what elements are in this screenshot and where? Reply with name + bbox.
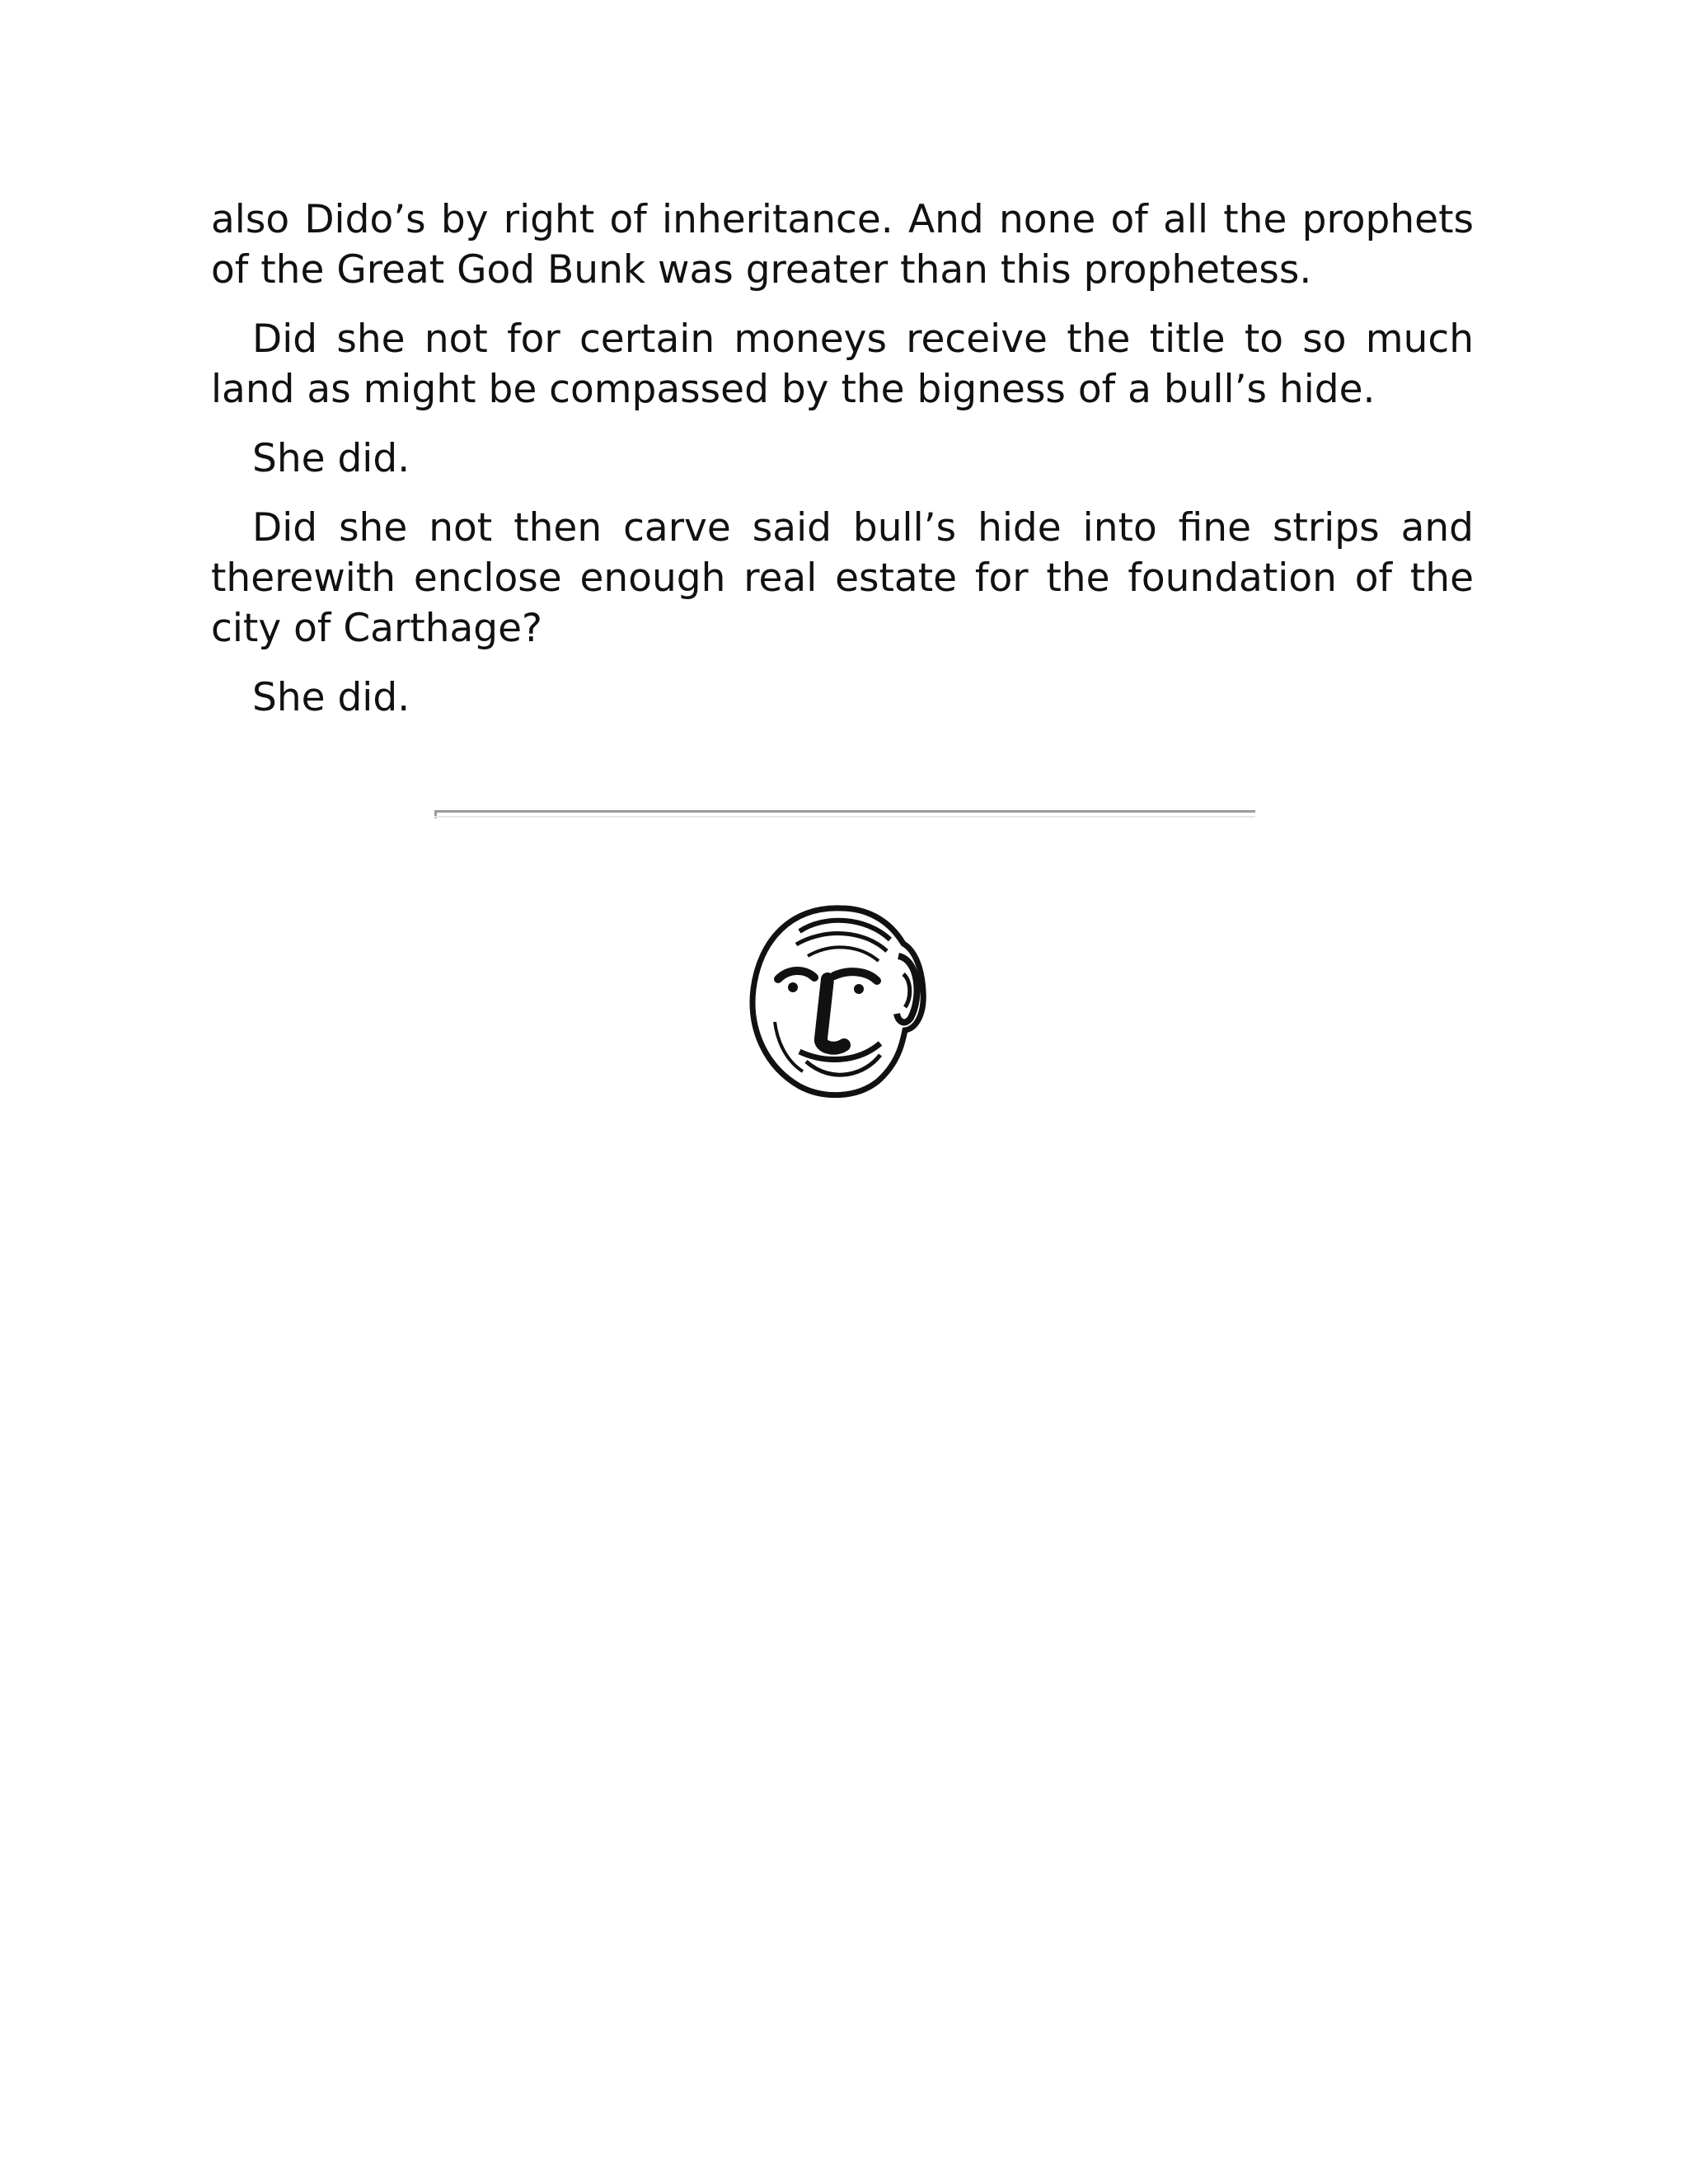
- face-tailpiece-icon: [742, 898, 940, 1104]
- paragraph-answer: She did.: [252, 436, 410, 481]
- body-text: [211, 194, 1474, 742]
- paragraph-continuation: also Dido’s by right of inheritance. And none of all the prophets of the Great God Bunk was greater than this prophetess.: [211, 197, 1474, 293]
- paragraph-answer-final: She did.: [252, 675, 410, 720]
- paragraph-question-bull-hide: Did she not for certain moneys receive the title to so much land as might be compassed by the bigness of a bull’s hide.: [211, 316, 1474, 412]
- paragraph-question-carthage: Did she not then carve said bull’s hide into fine strips and therewith enclose enough real estate for the foundation of the city of Carthage?: [211, 505, 1474, 651]
- section-divider: [434, 810, 1255, 813]
